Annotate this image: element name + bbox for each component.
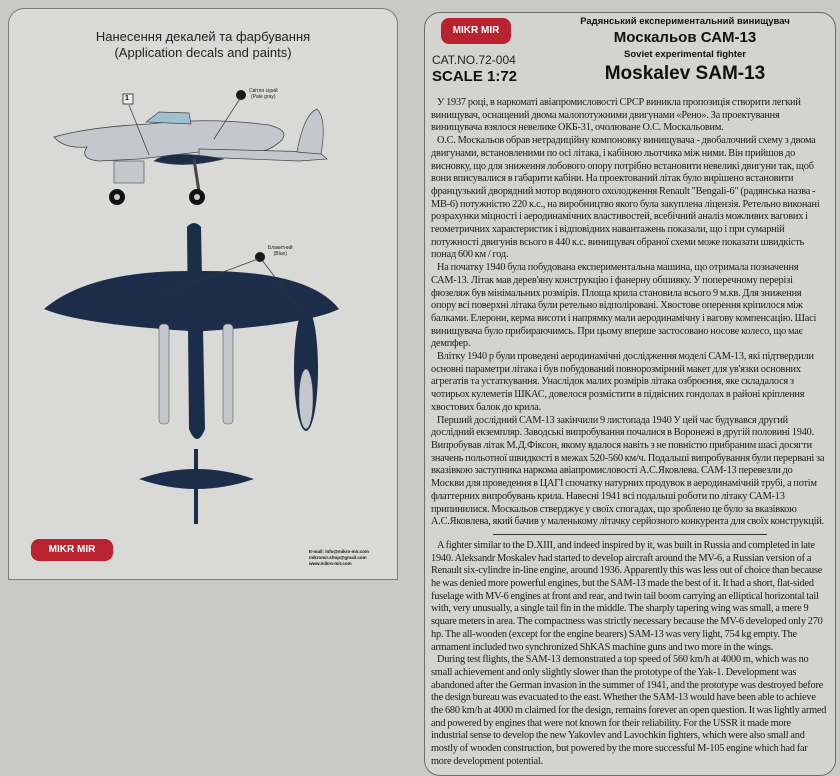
aircraft-top-view — [44, 223, 339, 524]
nose-gear-door — [114, 161, 144, 183]
section-divider — [493, 534, 767, 535]
paragraph: A fighter similar to the D.XIII, and indeed inspired by it, was built in Russia and completed in late 1940. Aleksandr Moskalev had started to develop aircraft around the MV-6, a Russian version of a Renault six-cylindre in-line engine, around 1936. Apparently this was less out of choice than because he was denied more powerful engines, but the SAM-13 made the best of it. It had a short, flat-sided fuselage with MV-6 engines at front and rear, and twin tail boom carrying an elliptical horizontal tail with, very unusually, a single tail fin in the middle. The sharply tapering wing was small, a mere 9 square meters in area. The compactness was strictly necessary because the MV-6 developed only 270 hp. The all-wooden (except for the engine bearers) SAM-13 was very light, 754 kg empty. The armament included two synchronized ShKAS machine guns and two more in the wings. — [431, 539, 823, 653]
decal-marker-number: 1 — [125, 95, 129, 102]
paint-name-ua: Блакитний — [268, 245, 293, 251]
brand-logo: MIKR MIR — [31, 539, 113, 561]
tail-boom-right — [223, 324, 233, 424]
history-text-ukrainian — [431, 97, 827, 529]
paint-swatch-pale-gray — [236, 90, 246, 100]
paragraph: О.С. Москальов обрав нетрадиційну компоновку винищувача - двобалочний схему з двома двигунами, встановленими по осі літака, і кабіною льотчика між ними. Він прийшов до висновку, що для зниження лобового опору потрібно встановити невеликі двигуни так, щоб вони вписувалися в габарити кабіни. На проектований літак було вирішено встановити французький дворядний мотор водяного охолодження Renault "Bengali-6" (радянська назва - МВ-6) потужністю 220 к.с., на виробництво якого була закуплена ліцензія. Ретельно виконані розрахунки міцності і аеродинамічних властивостей, всебічний аналіз можливих вагових і геометричних характеристик і відповідних навантажень показали, що і при сумарній потужності двигунів всього в 440 к.с. винищувач обраної схеми може показати швидкість понад 600 км / год. — [431, 135, 820, 261]
subtitle-english: Soviet experimental fighter — [624, 49, 746, 60]
paint-label-blue — [268, 245, 293, 257]
contact-email-2: mikromir.shop@gmail.com — [309, 555, 367, 560]
paragraph: During test flights, the SAM-13 demonstrated a top speed of 560 km/h at 4000 m, which was no small achievement and only slightly slower than the prototype of the Yak-1. Development was abandoned after the German invasion in the summer of 1941, and the prototype was destroyed before the design bureau was evacuated to the east. Whether the SAM-13 would have been able to achieve the 680 km/h at 4000 m claimed for the design, remains forever an open question. It was lightly armed and powered by engines that were not known for their reliability. For the USSR it made more industrial sense to develop the new Yakovlev and Lavochkin fighters, which were also small and mostly of wooden construction, but powered by the more successful M-105 engine which had far more development potential. — [431, 654, 827, 767]
paint-name-ua: Світло сірий — [249, 88, 278, 94]
title-english: (Application decals and paints) — [114, 45, 292, 60]
subtitle-ukrainian: Радянський експериментальний винищувач — [580, 16, 790, 27]
history-header — [425, 13, 835, 97]
paint-label-pale-gray — [249, 88, 278, 100]
canopy — [146, 112, 191, 124]
tail-fin-top — [194, 449, 198, 524]
paragraph: Влітку 1940 р були проведені аеродинамічні дослідження моделі САМ-13, які підтвердили основні параметри літака і був побудований повнорозмірний макет для ув'язки основних агрегатів та устаткування. Унаслідок малих розмірів літака озброєння, яке складалося з чотирьох кулеметів ШКАС, довелося розмістити в підвісних гондолах в районі кріплення хвостових балок до крила. — [431, 351, 814, 413]
wing-top — [44, 271, 339, 331]
title-ukrainian: Нанесення декалей та фарбування — [95, 29, 311, 44]
history-panel — [424, 12, 836, 776]
scale: SCALE 1:72 — [432, 68, 518, 85]
paragraph: Перший дослідний САМ-13 закінчили 9 листопада 1940 У цей час будувався другий дослідний екземпляр. Заводські випробування почалися в Воронежі в другій половині 1940. Випробував літак М.Д.Фіксон, якому вдалося навіть з не повністю прибраним шасі досягти значень польотної швидкості в межах 520-560 км/ч. Подальші випробування були перервані за вказівкою заступника наркома авіапромисловості А.С.Яковлева. САМ-13 перевезли до Москви для проведення в ЦАГІ спочатку натурних продувок в аеродинамічній трубі, а потім флаттерних випробувань крила. Навесні 1941 всі подальші роботи по літаку САМ-13 припинилися. Москальов стверджує у своїх спогадах, що зроблено це було за вказівкою А.С.Яковлева, який бачив у маленькому літачку серйозного конкурента для своїх конструкцій. — [431, 414, 825, 528]
contact-email: E-mail: info@mikro-mir.com — [309, 549, 369, 554]
contact-website: www.mikro-mir.com — [309, 561, 352, 566]
paint-name-en: (Pale gray) — [251, 94, 276, 100]
tail-boom-left — [159, 324, 169, 424]
aircraft-side-view — [9, 9, 397, 539]
title-english: Moskalev SAM-13 — [604, 63, 766, 84]
history-text-english — [431, 540, 827, 769]
contact-info — [309, 549, 369, 567]
catalog-number: CAT.NO.72-004 — [432, 53, 516, 67]
paragraph: У 1937 році, в наркоматі авіапромисловості СРСР виникла пропозиція створити легкий винищувач, оснащений двома малопотужними двигунами «Рено». За проектування винищувача взялося невелике ОКБ-31, очолюване О.С. Москальовим. — [431, 97, 801, 134]
title-ukrainian: Москальов САМ-13 — [613, 29, 757, 46]
paint-name-en: (Blue) — [273, 251, 287, 257]
paragraph: На початку 1940 була побудована експериментальна машина, що отримала позначення САМ-13. Літак мав дерев'яну конструкцію і фанерну обшивку. У поперечному перерізі фюзеляж був мінімальних розмірів. Площа крила становила всього 9 м.кв. Для зниження опору всі поверхні літака були ретельно відполіровані. Хвостове оперення кріпилося між балками. Елерони, керма висоти і напрямку мали аеродинамічну і вагову компенсацію. Шасі винищувача було прибираючимсь. При цьому вперше застосовано носове колесо, що має демпфер. — [431, 262, 817, 350]
painting-guide-panel — [8, 8, 398, 580]
brand-logo: MIKR MIR — [441, 18, 511, 44]
tail-fin — [297, 109, 323, 154]
paint-swatch-blue — [255, 252, 265, 262]
